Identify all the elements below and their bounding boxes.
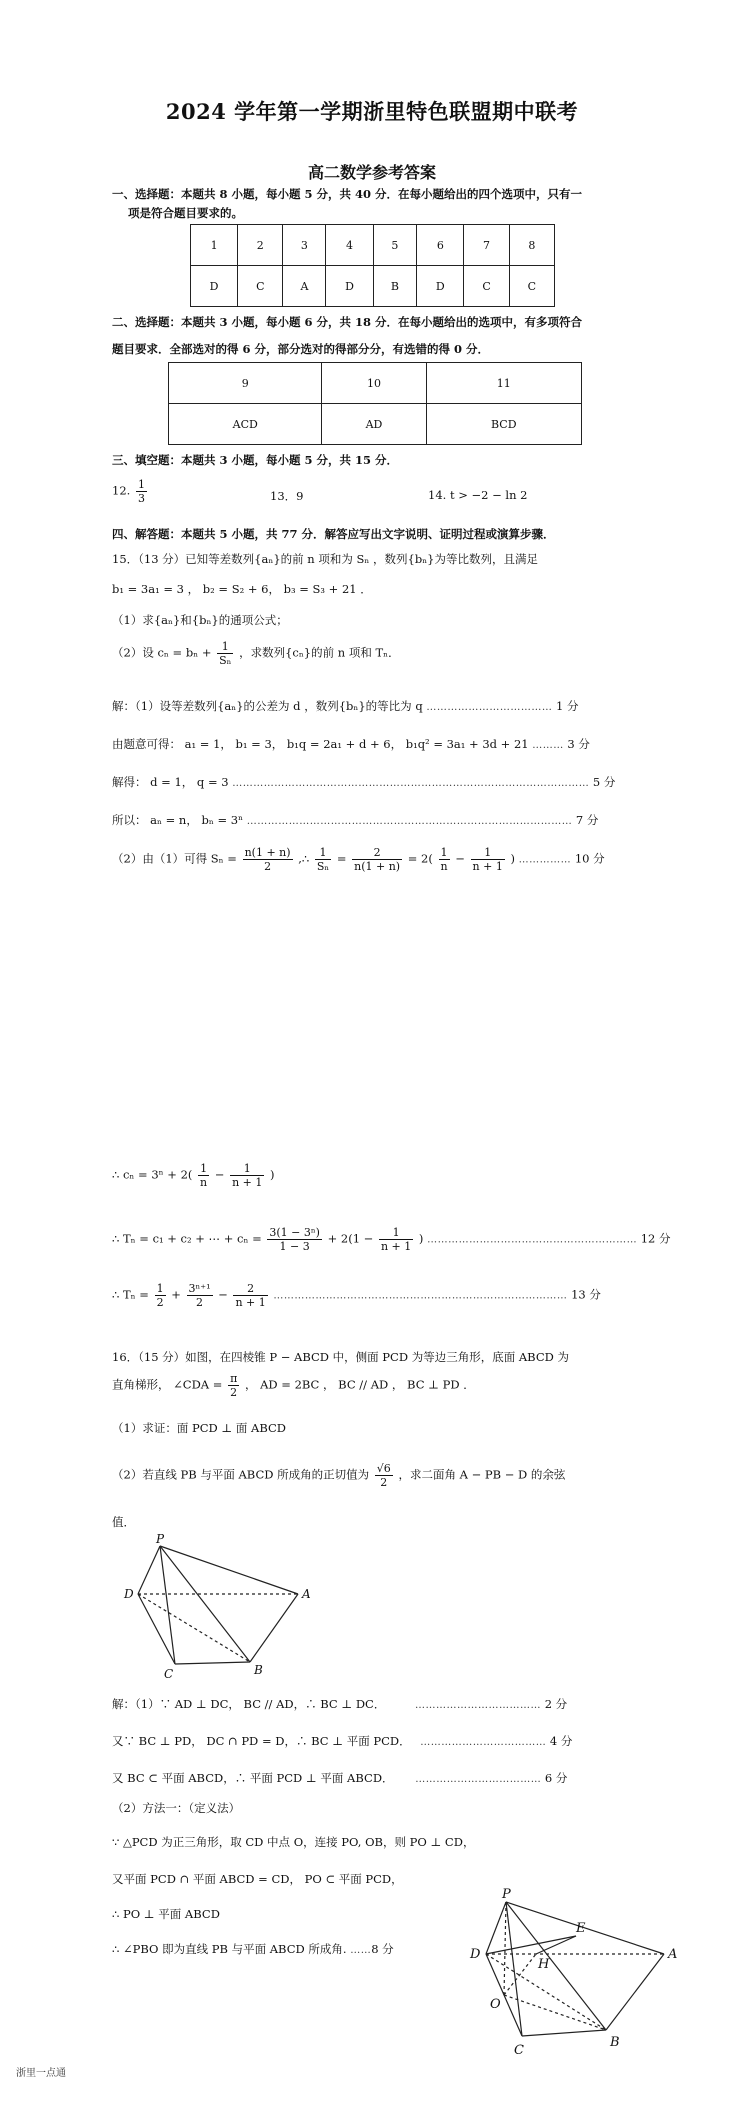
math-text: + [171, 1287, 181, 1302]
q15-cn [112, 1162, 275, 1189]
q15-sol4 [112, 812, 598, 828]
label-a: A [668, 1947, 678, 1962]
fraction-denominator: n + 1 [380, 1240, 412, 1253]
score-label: 5 分 [592, 775, 616, 789]
math-text: ) [270, 1167, 275, 1182]
leader-dots: ……………………………… [420, 1737, 547, 1748]
part2-number-cell: 9 [169, 363, 322, 404]
pyramid-figure-2 [466, 1886, 688, 2060]
score-label: 6 分 [544, 1771, 568, 1785]
part1-answer-cell: D [191, 266, 238, 307]
q15-tn2 [112, 1282, 601, 1309]
fraction [187, 1282, 213, 1309]
q15-sol1 [112, 698, 579, 714]
label-e: E [576, 1921, 586, 1936]
fraction [198, 1162, 209, 1189]
label-d: D [470, 1947, 481, 1962]
q15-sol2 [112, 736, 590, 752]
footer-watermark: 浙里一点通 [16, 2068, 66, 2079]
fraction-numerator: 1 [230, 1162, 264, 1176]
fraction [267, 1226, 322, 1253]
q15-line4-text-b: ，求数列{cₙ}的前 n 项和 Tₙ． [239, 645, 400, 660]
q16-line3: （1）求证：面 PCD ⊥ 面 ABCD [112, 1421, 286, 1435]
score-label: 8 分 [371, 1942, 394, 1956]
q14-answer: 14. t > −2 − ln 2 [428, 488, 528, 502]
edge-pb [160, 1546, 250, 1662]
pyramid-figure-1 [120, 1534, 320, 1684]
fraction-numerator: 2 [352, 846, 402, 860]
fraction-denominator: n(1 + n) [354, 860, 401, 873]
math-text: − [455, 851, 465, 866]
edge-pd [486, 1902, 506, 1954]
part2-heading-line2: 题目要求．全部选对的得 6 分，部分选对的得部分分，有选错的得 0 分． [112, 342, 490, 356]
fraction [352, 846, 402, 873]
q16-sol4: （2）方法一：（定义法） [112, 1801, 241, 1815]
fraction [315, 846, 331, 873]
label-d: D [124, 1587, 134, 1601]
fraction-denominator: Sₙ [316, 860, 330, 873]
label-o: O [490, 1997, 501, 2012]
edge-ba [250, 1594, 298, 1662]
leader-dots: ……………………………… [426, 702, 553, 713]
math-text: ) [418, 1231, 424, 1246]
solution-text: 所以： aₙ = n， bₙ = 3ⁿ [112, 813, 244, 827]
q16-line4 [112, 1462, 565, 1489]
math-text: ∴ cₙ = 3ⁿ + 2( [112, 1167, 193, 1182]
q15-line3: （1）求{aₙ}和{bₙ}的通项公式； [112, 613, 288, 627]
fraction-denominator: 2 [196, 1296, 204, 1309]
q16-sol2 [112, 1733, 572, 1749]
q16-line2 [112, 1372, 475, 1399]
part1-answer-cell: B [373, 266, 417, 307]
math-text: 直角梯形， ∠CDA = [112, 1377, 223, 1392]
leader-dots: …………… [518, 854, 572, 866]
segment-de [486, 1936, 576, 1954]
part1-answer-cell: D [417, 266, 464, 307]
fraction [243, 846, 293, 873]
fraction-denominator: 2 [156, 1296, 164, 1309]
leader-dots: …… [350, 1945, 372, 1956]
score-label: 3 分 [567, 737, 590, 751]
solution-text: 又 BC ⊂ 平面 ABCD，∴ 平面 PCD ⊥ 平面 ABCD． [112, 1771, 394, 1785]
solution-text: 由题意可得： a₁ = 1， b₁ = 3， b₁q = 2a₁ + d + 6， b₁q² = 3a₁ + 3d + 21 [112, 737, 529, 751]
edge-ba [606, 1954, 664, 2030]
score-label: 12 分 [640, 1231, 671, 1246]
part1-answer-cell: C [464, 266, 509, 307]
fraction-denominator: 2 [230, 1386, 238, 1399]
fraction [379, 1226, 413, 1253]
edge-pb [506, 1902, 606, 2030]
fraction-numerator: n(1 + n) [244, 846, 291, 859]
edge-dc [138, 1594, 175, 1664]
segment-po [504, 1902, 506, 1995]
score-label: 1 分 [556, 699, 579, 713]
part2-heading-line1: 二、选择题：本题共 3 小题，每小题 6 分，共 18 分．在每小题给出的选项中，有多项符合 [112, 315, 583, 329]
part3-heading: 三、填空题：本题共 3 小题，每小题 5 分，共 15 分． [112, 453, 399, 467]
solution-text: 解：（1）∵ AD ⊥ DC， BC // AD，∴ BC ⊥ DC． [112, 1697, 386, 1711]
fraction-numerator: √6 [376, 1462, 391, 1475]
math-text: = [336, 851, 347, 866]
math-text: ，求二面角 A − PB − D 的余弦 [398, 1467, 566, 1482]
math-text: ∴ Tₙ = [112, 1287, 149, 1302]
fraction [155, 1282, 166, 1309]
part1-answer-cell: C [238, 266, 283, 307]
part1-number-cell: 6 [417, 225, 464, 266]
fraction-numerator: π [230, 1372, 238, 1385]
solution-text: 解：（1）设等差数列{aₙ}的公差为 d ，数列{bₙ}的等比为 q [112, 699, 423, 713]
q15-line1: 15．（13 分）已知等差数列{aₙ}的前 n 项和为 Sₙ ，数列{bₙ}为等比数列，且满足 [112, 552, 538, 566]
fraction-denominator: 2 [380, 1476, 388, 1489]
label-c: C [164, 1667, 174, 1681]
math-text: ,∴ [298, 851, 310, 866]
q15-sol5 [112, 846, 605, 873]
leader-dots: …………………………………………………… [427, 1234, 638, 1246]
q16-sol5: ∵ △PCD 为正三角形，取 CD 中点 O，连接 PO, OB，则 PO ⊥ CD， [112, 1835, 475, 1849]
part2-answer-cell: BCD [426, 404, 581, 445]
part1-answer-cell: C [509, 266, 554, 307]
fraction-numerator: 1 [471, 846, 505, 860]
label-p: P [502, 1887, 511, 1902]
q12-numerator: 1 [137, 478, 145, 491]
math-text: （2）若直线 PB 与平面 ABCD 所成角的正切值为 [112, 1467, 370, 1482]
paper-title: 2024 学年第一学期浙里特色联盟期中联考 [165, 99, 579, 124]
q15-tn1 [112, 1226, 671, 1253]
fraction [233, 1282, 267, 1309]
math-text: ) [510, 851, 515, 866]
fraction-numerator: 3ⁿ⁺¹ [188, 1282, 211, 1295]
math-text: = 2( [407, 851, 433, 866]
edge-pa [160, 1546, 298, 1594]
part1-answer-cell: A [283, 266, 326, 307]
fraction-denominator: n + 1 [235, 1296, 266, 1309]
math-text: （2）由（1）可得 Sₙ = [112, 851, 237, 866]
q15-line2: b₁ = 3a₁ = 3 ， b₂ = S₂ + 6， b₃ = S₃ + 21 ． [112, 582, 372, 596]
math-text: ， AD = 2BC ， BC // AD ， BC ⊥ PD ． [244, 1377, 475, 1392]
leader-dots: ……………………………… [415, 1774, 542, 1785]
q15-sol3 [112, 774, 615, 790]
q16-line5: 值． [112, 1515, 135, 1529]
math-text: + 2(1 − [327, 1231, 374, 1246]
q15-line4 [112, 640, 400, 667]
fraction-numerator: 1 [156, 1282, 164, 1295]
fraction-denominator: n + 1 [232, 1176, 263, 1189]
q16-sol6: 又平面 PCD ∩ 平面 ABCD = CD， PO ⊂ 平面 PCD， [112, 1872, 403, 1886]
q12-answer [112, 478, 149, 505]
q13-answer: 13．9 [270, 489, 304, 503]
part4-heading: 四、解答题：本题共 5 小题，共 77 分．解答应写出文字说明、证明过程或演算步骤． [112, 527, 555, 541]
part1-number-cell: 1 [191, 225, 238, 266]
q12-label: 12. [112, 483, 131, 498]
score-label: 10 分 [574, 851, 605, 866]
solution-text: 又∵ BC ⊥ PD， DC ∩ PD = D，∴ BC ⊥ 平面 PCD． [112, 1734, 411, 1748]
score-label: 7 分 [575, 813, 599, 827]
fraction-denominator: n [200, 1176, 208, 1189]
fraction-denominator: n + 1 [472, 860, 503, 873]
q15-line4-text-a: （2）设 cₙ = bₙ + [112, 645, 212, 660]
score-label: 13 分 [571, 1287, 601, 1302]
fraction-numerator: 1 [198, 1162, 209, 1176]
fraction-denominator: 1 − 3 [279, 1240, 310, 1253]
part1-heading-line1: 一、选择题：本题共 8 小题，每小题 5 分，共 40 分．在每小题给出的四个选项中，只有一 [112, 187, 583, 201]
part2-number-cell: 11 [426, 363, 581, 404]
part1-number-cell: 3 [283, 225, 326, 266]
label-h: H [538, 1957, 550, 1972]
part1-answer-cell: D [326, 266, 373, 307]
part1-number-cell: 7 [464, 225, 509, 266]
label-p: P [156, 1534, 165, 1546]
edge-cb [522, 2030, 606, 2036]
part1-number-cell: 8 [509, 225, 554, 266]
fraction [228, 1372, 239, 1399]
edge-pc [160, 1546, 175, 1664]
fraction-numerator: 1 [315, 846, 331, 860]
solution-text: ∴ ∠PBO 即为直线 PB 与平面 ABCD 所成角. [112, 1942, 351, 1956]
segment-oh [504, 1954, 536, 1995]
fraction-numerator: 2 [233, 1282, 267, 1296]
label-a: A [302, 1587, 311, 1601]
segment-he [536, 1936, 576, 1954]
leader-dots: ………………………………………………………………………… [273, 1290, 568, 1302]
fraction [471, 846, 505, 873]
fraction-denominator: 2 [264, 860, 272, 873]
leader-dots: ………………………………………………………………………………………… [232, 778, 590, 789]
edge-db-hidden [138, 1594, 250, 1662]
label-b: B [254, 1663, 263, 1677]
leader-dots: ……………………………… [415, 1700, 542, 1711]
part2-number-cell: 10 [322, 363, 426, 404]
math-text: ∴ Tₙ = c₁ + c₂ + ⋯ + cₙ = [112, 1231, 262, 1246]
part2-answer-table [168, 362, 582, 445]
leader-dots: ………………………………………………………………………………… [246, 816, 573, 827]
q12-denominator: 3 [137, 492, 145, 505]
q12-fraction [136, 478, 147, 505]
part1-answer-table [190, 224, 555, 307]
fraction-denominator: n [440, 860, 448, 873]
part1-number-cell: 5 [373, 225, 417, 266]
fraction-denominator: Sₙ [219, 654, 232, 667]
part2-answer-cell: ACD [169, 404, 322, 445]
fraction-numerator: 1 [379, 1226, 413, 1240]
solution-text: 解得： d = 1， q = 3 [112, 775, 229, 789]
fraction [439, 846, 450, 873]
part2-answer-cell: AD [322, 404, 426, 445]
paper-subtitle: 高二数学参考答案 [307, 163, 436, 182]
part1-number-cell: 4 [326, 225, 373, 266]
q15-line4-fraction [217, 640, 233, 667]
q16-sol8 [112, 1941, 394, 1957]
edge-pc [506, 1902, 522, 2036]
score-label: 4 分 [549, 1734, 573, 1748]
q16-sol1 [112, 1696, 567, 1712]
fraction-numerator: 1 [439, 846, 450, 860]
part1-heading-line2: 项是符合题目要求的。 [128, 206, 243, 220]
fraction-numerator: 3(1 − 3ⁿ) [269, 1226, 320, 1239]
q16-sol3 [112, 1770, 567, 1786]
score-label: 2 分 [544, 1697, 568, 1711]
fraction-numerator: 1 [217, 640, 233, 654]
fraction [375, 1462, 393, 1489]
leader-dots: ……… [532, 740, 564, 751]
edge-pd [138, 1546, 160, 1594]
label-c: C [514, 2043, 524, 2058]
edge-cb [175, 1662, 250, 1664]
label-b: B [610, 2035, 620, 2050]
q16-sol7: ∴ PO ⊥ 平面 ABCD [112, 1907, 220, 1921]
part1-number-cell: 2 [238, 225, 283, 266]
fraction [230, 1162, 264, 1189]
math-text: − [214, 1167, 225, 1182]
math-text: − [218, 1287, 228, 1302]
q16-line1: 16．（15 分）如图，在四棱锥 P − ABCD 中，侧面 PCD 为等边三角形，底面 ABCD 为 [112, 1350, 570, 1364]
